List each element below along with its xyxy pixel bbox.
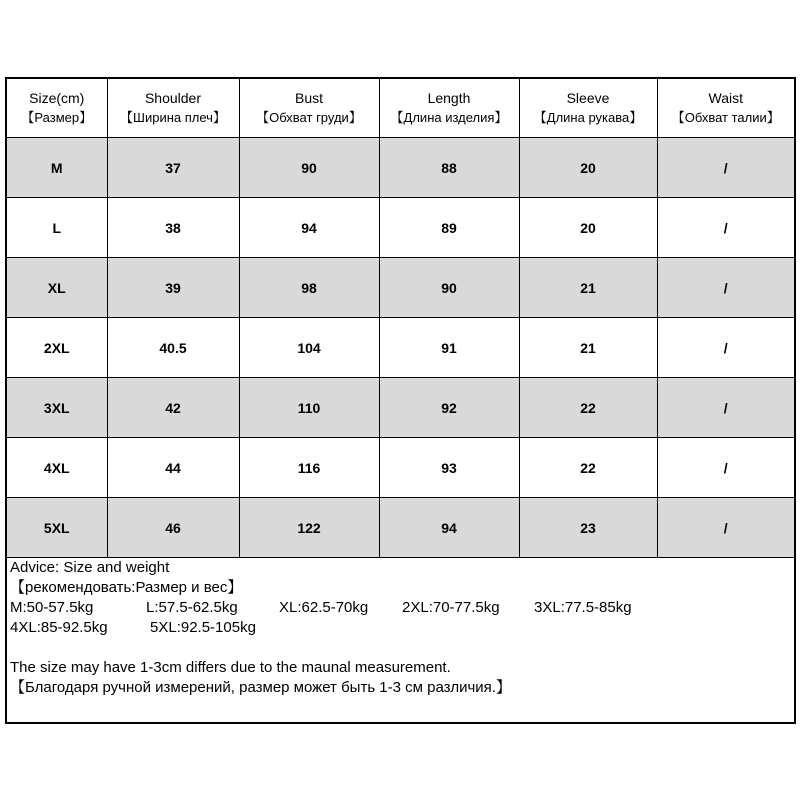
weight-xl: XL:62.5-70kg <box>279 599 369 616</box>
size-cell: 4XL <box>7 438 107 498</box>
sleeve-cell: 23 <box>519 498 657 558</box>
weight-5xl: 5XL:92.5-105kg <box>150 619 256 636</box>
header-sleeve-en: Sleeve <box>566 90 610 106</box>
header-sleeve-ru: 【Длина рукава】 <box>533 110 643 125</box>
table-row <box>7 258 794 318</box>
shoulder-cell: 39 <box>107 258 239 318</box>
header-shoulder-en: Shoulder <box>144 90 202 106</box>
header-sleeve <box>519 79 657 138</box>
shoulder-cell: 44 <box>107 438 239 498</box>
header-length <box>379 79 519 138</box>
weight-3xl: 3XL:77.5-85kg <box>534 599 632 616</box>
size-chart <box>5 77 796 724</box>
waist-cell: / <box>657 498 794 558</box>
header-length-ru: 【Длина изделия】 <box>390 110 508 125</box>
waist-cell: / <box>657 198 794 258</box>
weight-l: L:57.5-62.5kg <box>146 599 238 616</box>
bust-cell: 122 <box>239 498 379 558</box>
length-cell: 91 <box>379 318 519 378</box>
bust-cell: 110 <box>239 378 379 438</box>
waist-cell: / <box>657 438 794 498</box>
table-row <box>7 438 794 498</box>
shoulder-cell: 40.5 <box>107 318 239 378</box>
length-cell: 88 <box>379 138 519 198</box>
size-cell: 5XL <box>7 498 107 558</box>
shoulder-cell: 37 <box>107 138 239 198</box>
table-row <box>7 378 794 438</box>
advice-title-ru: 【рекомендовать:Размер и вес】 <box>10 579 243 596</box>
header-size <box>7 79 107 138</box>
header-shoulder-ru: 【Ширина плеч】 <box>120 110 226 125</box>
advice-spacer <box>10 638 790 658</box>
size-cell: 3XL <box>7 378 107 438</box>
weights-line-2 <box>10 618 790 638</box>
header-waist-ru: 【Обхват талии】 <box>671 110 780 125</box>
bust-cell: 104 <box>239 318 379 378</box>
bust-cell: 98 <box>239 258 379 318</box>
header-bust-en: Bust <box>294 90 323 106</box>
shoulder-cell: 46 <box>107 498 239 558</box>
length-cell: 94 <box>379 498 519 558</box>
size-cell: XL <box>7 258 107 318</box>
waist-cell: / <box>657 138 794 198</box>
sleeve-cell: 20 <box>519 198 657 258</box>
table-row <box>7 138 794 198</box>
bust-cell: 90 <box>239 138 379 198</box>
weights-line-1 <box>10 598 790 618</box>
sleeve-cell: 20 <box>519 138 657 198</box>
header-waist <box>657 79 794 138</box>
weight-m: M:50-57.5kg <box>10 599 94 616</box>
header-waist-en: Waist <box>708 90 743 106</box>
waist-cell: / <box>657 258 794 318</box>
weight-4xl: 4XL:85-92.5kg <box>10 619 108 636</box>
header-shoulder <box>107 79 239 138</box>
size-cell: L <box>7 198 107 258</box>
shoulder-cell: 38 <box>107 198 239 258</box>
advice-section <box>10 558 790 698</box>
sleeve-cell: 22 <box>519 378 657 438</box>
shoulder-cell: 42 <box>107 378 239 438</box>
bust-cell: 94 <box>239 198 379 258</box>
size-cell: M <box>7 138 107 198</box>
waist-cell: / <box>657 318 794 378</box>
length-cell: 93 <box>379 438 519 498</box>
header-bust-ru: 【Обхват груди】 <box>256 110 362 125</box>
size-cell: 2XL <box>7 318 107 378</box>
advice-title-en: Advice: Size and weight <box>10 559 170 576</box>
sleeve-cell: 21 <box>519 258 657 318</box>
length-cell: 90 <box>379 258 519 318</box>
header-bust <box>239 79 379 138</box>
header-size-en: Size(cm) <box>29 90 85 106</box>
bust-cell: 116 <box>239 438 379 498</box>
table-row <box>7 318 794 378</box>
measurement-note-ru: 【Благодаря ручной измерений, размер может быть 1-3 см различия.】 <box>10 679 511 696</box>
header-row <box>7 79 794 138</box>
sleeve-cell: 21 <box>519 318 657 378</box>
weight-2xl: 2XL:70-77.5kg <box>402 599 500 616</box>
table-row <box>7 198 794 258</box>
table-row <box>7 498 794 558</box>
measurement-note-en: The size may have 1-3cm differs due to the maunal measurement. <box>10 659 451 676</box>
length-cell: 92 <box>379 378 519 438</box>
sleeve-cell: 22 <box>519 438 657 498</box>
header-size-ru: 【Размер】 <box>21 110 93 125</box>
header-length-en: Length <box>427 90 471 106</box>
size-table <box>7 79 794 558</box>
length-cell: 89 <box>379 198 519 258</box>
waist-cell: / <box>657 378 794 438</box>
